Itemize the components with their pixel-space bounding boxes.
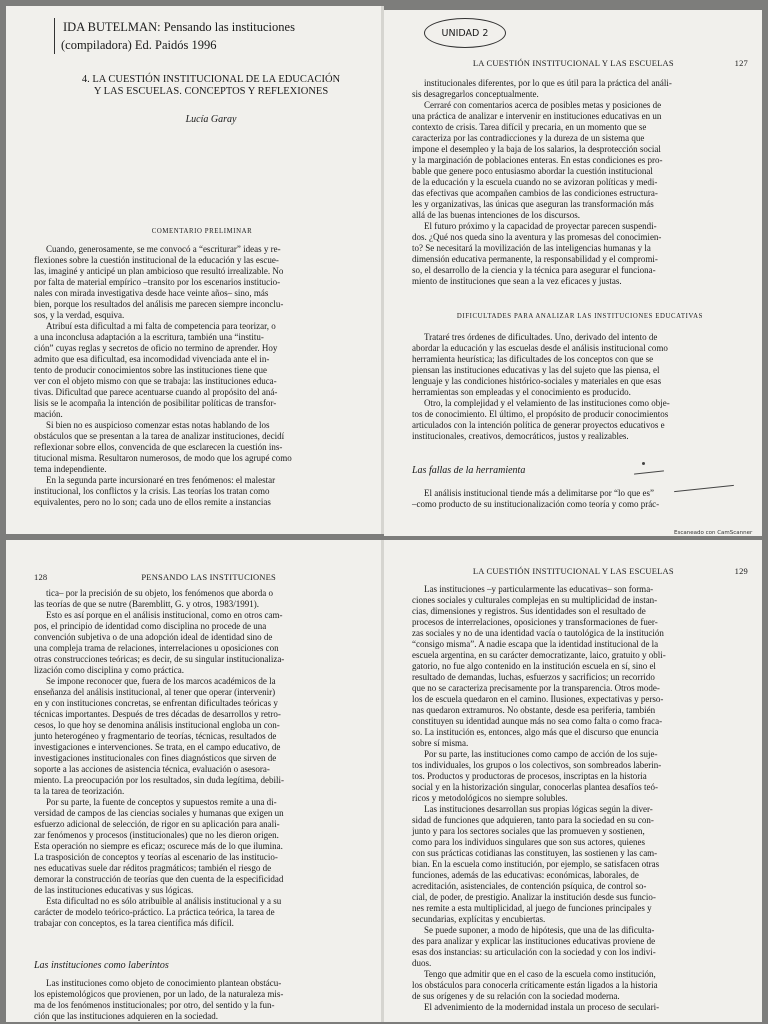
text-line: sobre sí misma. (412, 738, 469, 748)
scanner-watermark: Escaneado con CamScanner (674, 530, 753, 536)
text-line: –como producto de su institucionalización como teoría y como prác- (412, 499, 660, 509)
paragraph (34, 797, 370, 896)
text-line: cesos, lo que hoy se denomina análisis institucional engloba un con- (34, 720, 280, 730)
text-line: Tengo que admitir que en el caso de la escuela como institución, (424, 969, 656, 979)
body-text (34, 588, 370, 929)
text-line: gatorio, no fue algo contenido en la institución escuela en sí, sino el (412, 661, 656, 671)
text-line: “consigo misma”. A nadie escapa que la identidad institucional de la (412, 639, 659, 649)
text-line: tos. Productos y productoras de procesos, inscriptas en la historia (412, 771, 647, 781)
text-line: Esta dificultad no es sólo atribuible al análisis institucional y a su (46, 896, 282, 906)
paragraph (34, 610, 370, 676)
text-line: sos, y la verdad, esquiva. (34, 310, 125, 320)
text-line: Por su parte, las instituciones como campo de acción de los suje- (424, 749, 658, 759)
text-line: zar fenómenos y procesos (institucionales) que no les dieron origen. (34, 830, 279, 840)
text-line: con sus prácticas cotidianas las constituyen, las sostienen y las cam- (412, 848, 658, 858)
text-line: escuela argentina, en su carácter democratizante, laico, gratuito y obli- (412, 650, 666, 660)
text-line: como para los individuos singulares que son sus actores, quienes (412, 837, 645, 847)
text-line: so. La institución es, entonces, algo más que el discurso que enuncia (412, 727, 659, 737)
paragraph (412, 925, 748, 969)
text-line: Cerraré con comentarios acerca de posibles metas y posiciones de (424, 100, 662, 110)
text-line: bien, porque los resultados del análisis me parecen siempre inconclu- (34, 299, 284, 309)
paragraph (34, 896, 370, 929)
paragraph (412, 749, 748, 804)
paragraph (34, 321, 370, 420)
paragraph (34, 676, 370, 797)
paragraph (412, 78, 748, 100)
text-line: bian. En la escuela como institución, por ejemplo, se satisfacen otras (412, 859, 660, 869)
text-line: lisis se le acompaña la intención de posibilitar políticas de transfor- (34, 398, 277, 408)
text-line: soporte a las acciones de asistencia técnica, evaluación o asesora- (34, 764, 270, 774)
text-line: tivas. Dificultad que parece acentuarse cuando al propósito del aná- (34, 387, 278, 397)
text-line: y la marginación de poblaciones enteras. En estas condiciones es pro- (412, 155, 663, 165)
text-line: das efectivas que acompañen cambios de las condiciones estructura- (412, 188, 658, 198)
text-line: Trataré tres órdenes de dificultades. Uno, derivado del intento de (424, 332, 658, 342)
text-line: que no se caracteriza precisamente por la transparencia. Otros mode- (412, 683, 660, 693)
body-text (412, 78, 748, 287)
paragraph (34, 244, 370, 321)
subheading: Las fallas de la herramienta (412, 465, 526, 476)
text-line: so, el desarrollo de la ciencia y la técnica para asegurar el funciona- (412, 265, 656, 275)
text-line: La trasposición de conceptos y teorías al escenario de las institucio- (34, 852, 278, 862)
text-line: impone el desempleo y la baja de los salarios, la desprotección social (412, 144, 661, 154)
handwritten-line: IDA BUTELMAN: Pensando las instituciones (63, 20, 295, 34)
text-line: ma de los fenómenos institucionales; por otro, del sentido y la fun- (34, 1000, 275, 1010)
paragraph (412, 332, 748, 398)
text-line: institucionales diferentes, por lo que es útil para la práctica del análi- (424, 78, 672, 88)
text-line: junto y para los sectores sociales que las promueven y sostienen, (412, 826, 645, 836)
text-line: Se impone reconocer que, fuera de los marcos académicos de la (46, 676, 276, 686)
text-line: cias, dimensiones y registros. Sus identidades son el resultado de (412, 606, 646, 616)
text-line: las, imaginé y anticipé un plan ambicioso que resultó irrealizable. No (34, 266, 284, 276)
text-line: mación. (34, 409, 63, 419)
header-title: PENSANDO LAS INSTITUCIONES (141, 572, 276, 582)
paragraph (412, 1002, 748, 1013)
text-line: ciones sociales y culturales complejas en su multiplicidad de instan- (412, 595, 658, 605)
subheading: Las instituciones como laberintos (34, 960, 169, 971)
body-text (412, 332, 748, 442)
page-126 (6, 6, 384, 534)
text-line: ricos y metodológicos no siempre solubles. (412, 793, 568, 803)
text-line: ción” cuyas reglas y secretos de oficio no termino de aprender. Hoy (34, 343, 278, 353)
text-line: bable que genere poco entusiasmo abordar la cuestión institucional (412, 166, 653, 176)
text-line: miento. La preocupación por los resultados, sin duda legítima, debili- (34, 775, 284, 785)
pencil-mark (642, 462, 645, 465)
text-line: de la educación y la escuela cuando no se avizoran políticas y medi- (412, 177, 658, 187)
header-title: LA CUESTIÓN INSTITUCIONAL Y LAS ESCUELAS (472, 566, 674, 576)
text-line: de las instituciones educativas y sus lógicas. (34, 885, 194, 895)
section-heading: DIFICULTADES PARA ANALIZAR LAS INSTITUCIONES EDUCATIVAS (456, 313, 704, 320)
paragraph (34, 475, 370, 508)
page-number: 129 (734, 566, 748, 576)
text-line: esas dos instancias: su articulación con la sociedad y con los indivi- (412, 947, 656, 957)
text-line: nales con mirada investigativa desde hace veinte años– sino, más (34, 288, 269, 298)
text-line: El análisis institucional tiende más a delimitarse por “lo que es” (424, 488, 654, 498)
text-line: demorar la construcción de teorías que den cuenta de la especificidad (34, 874, 284, 884)
text-line: social y en la historización singular, conocerlas plantea desafíos teó- (412, 782, 659, 792)
text-line: sis desagregarlos conceptualmente. (412, 89, 539, 99)
text-line: de sus orígenes y de su relación con la sociedad moderna. (412, 991, 620, 1001)
text-line: Las instituciones como objeto de conocimiento plantean obstácu- (46, 978, 282, 988)
text-line: Por su parte, la fuente de conceptos y supuestos remite a una di- (46, 797, 277, 807)
text-line: tema independiente. (34, 464, 107, 474)
text-line: Las instituciones desarrollan sus propias lógicas según la diver- (424, 804, 653, 814)
text-line: miento de instituciones que sean a la vez eficaces y justas. (412, 276, 622, 286)
text-line: contexto de crisis. Tarea difícil y precaria, en un momento que se (412, 122, 647, 132)
text-line: El advenimiento de la modernidad instala un proceso de seculari- (424, 1002, 660, 1012)
text-line: piensan las instituciones educativas y las del sujeto que las piensa, el (412, 365, 660, 375)
text-line: Se puede suponer, a modo de hipótesis, que una de las dificulta- (424, 925, 655, 935)
text-line: Esto es así porque en el análisis institucional, como en otros cam- (46, 610, 283, 620)
text-line: investigaciones e intervenciones. Se trata, en el campo educativo, de (34, 742, 281, 752)
text-line: herramientas son empleadas y el conocimiento es producido. (412, 387, 631, 397)
text-line: secundarias, explícitas y encubiertas. (412, 914, 546, 924)
text-line: les y organizativas, las únicas que aseguran las transformación más (412, 199, 654, 209)
text-line: ver con el objeto mismo con que se trabaja: las instituciones educa- (34, 376, 277, 386)
page-number: 127 (734, 58, 748, 68)
page-number: 128 (34, 572, 48, 582)
paragraph (412, 584, 748, 749)
text-line: institucionales, creativos, democráticos, justos y realizables. (412, 431, 629, 441)
author-name: Lucía Garay (185, 114, 237, 125)
text-line: herramienta heurística; las dificultades de los conceptos con que se (412, 354, 654, 364)
text-line: junto heterogéneo y fragmentario de teorías, técnicas, resultados de (34, 731, 277, 741)
text-line: admito que esa dificultad, esa incomodidad vivenciada ante el in- (34, 354, 270, 364)
text-line: to? Se necesitará la movilización de las inteligencias humanas y la (412, 243, 651, 253)
page-127 (384, 10, 762, 536)
text-line: funciones, además de las educativas: económicas, laborales, de (412, 870, 639, 880)
text-line: una compleja trama de relaciones, interrelaciones u oposiciones con (34, 643, 279, 653)
text-line: carácter de modelo teórico-práctico. La práctica teórica, la tarea de (34, 907, 275, 917)
text-line: tos de conocimiento. El último, el propósito de producir conocimientos (412, 409, 669, 419)
text-line: articulados con la intención política de generar proyectos educativos e (412, 420, 665, 430)
text-line: por falta de material empírico –transito por los escenarios institucio- (34, 277, 281, 287)
text-line: tica– por la precisión de su objeto, los fenómenos que aborda o (46, 588, 273, 598)
paragraph (34, 420, 370, 475)
text-line: caracteriza por las contradicciones y la dureza de un sistema que (412, 133, 645, 143)
text-line: Atribuí esta dificultad a mi falta de competencia para teorizar, o (46, 321, 276, 331)
text-line: tento de producir conocimientos sobre las instituciones tiene que (34, 365, 267, 375)
text-line: ción que las instituciones adquieren en la sociedad. (34, 1011, 218, 1021)
handwritten-unit-label: UNIDAD 2 (424, 18, 506, 48)
running-header (34, 572, 370, 582)
running-header (412, 58, 748, 68)
text-line: una práctica de analizar e intervenir en instituciones educativas en un (412, 111, 662, 121)
text-line: nes educativas suele dar réditos pragmáticos; también el riesgo de (34, 863, 272, 873)
body-text (34, 244, 370, 508)
text-line: convención subjetiva o de una adopción ideal de identidad sino de (34, 632, 273, 642)
text-line: El futuro próximo y la capacidad de proyectar parecen suspendi- (424, 221, 657, 231)
text-line: lenguaje y las condiciones histórico-sociales y materiales en que esas (412, 376, 662, 386)
paragraph (412, 398, 748, 442)
text-line: cial, de poder, de prestigio. Analizar la institución desde sus funcio- (412, 892, 656, 902)
text-line: los de escuela quedaron en el camino. Ilusiones, expectativas y perso- (412, 694, 664, 704)
paragraph (34, 978, 370, 1022)
body-text (34, 978, 370, 1022)
text-line: ta la tarea de teorización. (34, 786, 125, 796)
page-129 (384, 540, 762, 1022)
paragraph (412, 221, 748, 287)
paragraph (412, 969, 748, 1002)
text-line: procesos de interrelaciones, oposiciones y transformaciones de fuer- (412, 617, 658, 627)
text-line: Las instituciones –y particularmente las educativas– son forma- (424, 584, 654, 594)
text-line: los epistemológicos que provienen, por un lado, de la naturaleza mis- (34, 989, 284, 999)
header-title: LA CUESTIÓN INSTITUCIONAL Y LAS ESCUELAS (472, 58, 674, 68)
paragraph (412, 100, 748, 221)
text-line: dos. ¿Qué nos queda sino la aventura y las promesas del conocimien- (412, 232, 662, 242)
body-text (412, 584, 748, 1013)
text-line: a una inconclusa adaptación a la escritura, también una “institu- (34, 332, 264, 342)
text-line: pos, el principio de identidad como disciplina no procede de una (34, 621, 267, 631)
text-line: otras construcciones teóricas; es decir, de su singular institucionaliza- (34, 654, 285, 664)
text-line: En la segunda parte incursionaré en tres fenómenos: el malestar (46, 475, 276, 485)
text-line: los obstáculos para conocerla críticamente están ligados a la historia (412, 980, 658, 990)
text-line: constituyen su identidad aunque más no sea como falta o como fraca- (412, 716, 663, 726)
text-line: investigaciones institucionales con fines diagnósticos que sirven de (34, 753, 277, 763)
text-line: zas sociales y no de una identidad vacía o tautológica de la institución (412, 628, 664, 638)
text-line: tos individuales, los grupos o los colectivos, son sombreados laberin- (412, 760, 662, 770)
text-line: Cuando, generosamente, se me convocó a “escriturar” ideas y re- (46, 244, 281, 254)
section-heading: COMENTARIO PRELIMINAR (151, 228, 253, 235)
running-header (412, 566, 748, 576)
text-line: las teorías de que se nutre (Baremblitt, G. y otros, 1983/1991). (34, 599, 259, 609)
text-line: equivalentes, pero no lo son; cada uno de ellos remite a instancias (34, 497, 271, 507)
text-line: enseñanza del análisis institucional, al tener que operar (intervenir) (34, 687, 276, 697)
text-line: en y con instituciones concretas, se enfrentan dificultades teóricas y (34, 698, 278, 708)
page-128 (6, 540, 384, 1022)
text-line: abordar la educación y las escuelas desde el análisis institucional como (412, 343, 668, 353)
text-line: institucional, los conflictos y la crisis. Las teorías los tratan como (34, 486, 270, 496)
text-line: reflexionar sobre ellos, convencida de que esclarecen la cuestión ins- (34, 442, 283, 452)
body-text (412, 488, 748, 510)
text-line: allá de las buenas intenciones de los discursos. (412, 210, 580, 220)
text-line: acreditación, asistenciales, de contención psíquica, de control so- (412, 881, 647, 891)
text-line: sidad de funciones que adquieren, tanto para la sociedad en su con- (412, 815, 654, 825)
text-line: nas quedaron extramuros. No obstante, desde esa periferia, también (412, 705, 656, 715)
text-line: flexiones sobre la cuestión institucional de la educación y las escue- (34, 255, 279, 265)
text-line: Otro, la complejidad y el velamiento de las instituciones como obje- (424, 398, 670, 408)
paragraph (34, 588, 370, 610)
text-line: des para analizar y explicar las instituciones educativas proviene de (412, 936, 656, 946)
text-line: duos. (412, 958, 432, 968)
paragraph (412, 488, 748, 510)
text-line: técnicas importantes. Después de tres décadas de desarrollos y retro- (34, 709, 281, 719)
text-line: versidad de campos de las ciencias sociales y humanas que exigen un (34, 808, 284, 818)
chapter-title: 4. LA CUESTIÓN INSTITUCIONAL DE LA EDUCACIÓN Y LAS ESCUELAS. CONCEPTOS Y REFLEXIONES (81, 74, 341, 97)
text-line: Esta operación no siempre es eficaz; oscurece más de lo que ilumina. (34, 841, 283, 851)
text-line: nes remite a esta multiplicidad, al juego de funciones principales y (412, 903, 652, 913)
text-line: Si bien no es auspicioso comenzar estas notas hablando de los (46, 420, 270, 430)
paragraph (412, 804, 748, 925)
text-line: resultado de demandas, luchas, esfuerzos y sacrificios; un recorrido (412, 672, 655, 682)
handwritten-line: (compiladora) Ed. Paidós 1996 (61, 38, 217, 52)
handwritten-citation (54, 18, 401, 54)
text-line: obstáculos que se presentan a la tarea de analizar instituciones, decidí (34, 431, 285, 441)
text-line: titucional misma. Resultaron numerosos, de modo que los agrupé como (34, 453, 292, 463)
text-line: dimensión educativa permanente, la responsabilidad y el compromi- (412, 254, 658, 264)
text-line: lización como disciplina y como práctica. (34, 665, 184, 675)
text-line: trabajar con conceptos, es la tarea científica más difícil. (34, 918, 234, 928)
text-line: esfuerzo adicional de selección, de rigor en su aplicación para anali- (34, 819, 280, 829)
